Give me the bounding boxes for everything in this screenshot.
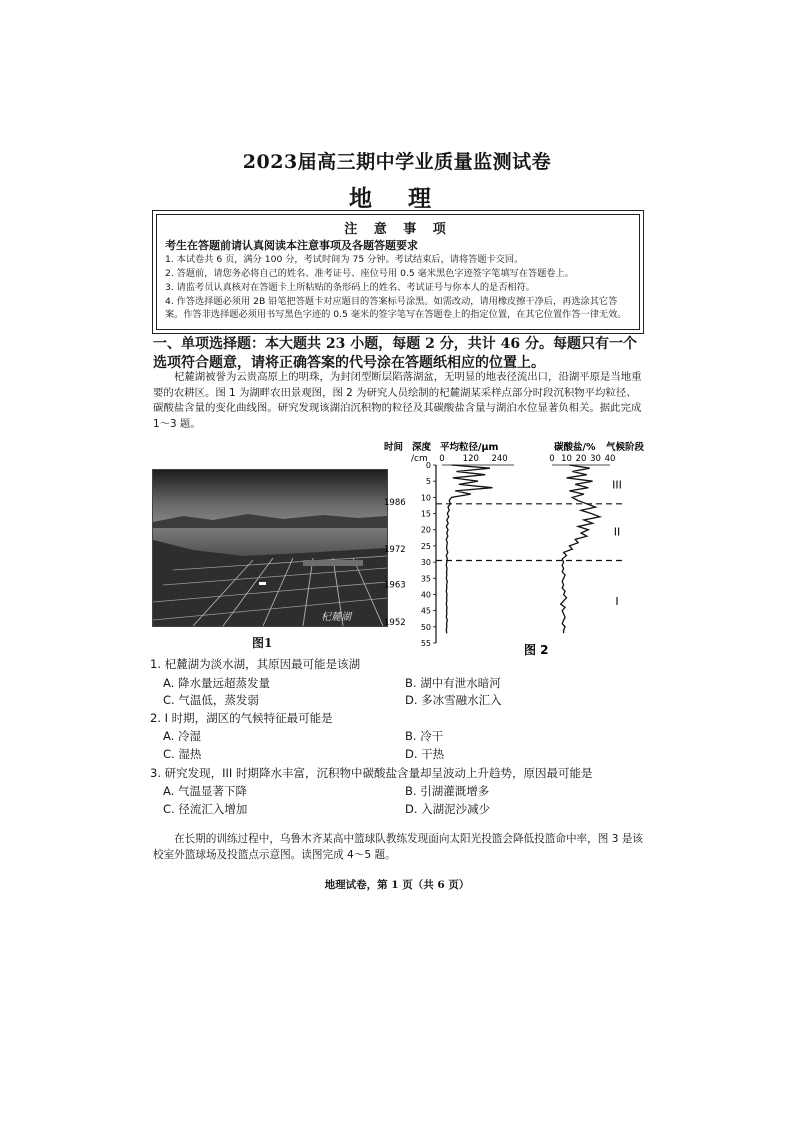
depth-tick-label: 50 [420,622,431,632]
depth-tick-label: 35 [420,574,431,584]
q2-option-b[interactable]: B. 冷干 [405,729,444,743]
notice-item: 2. 答题前，请您务必将自己的姓名、准考证号、座位号用 0.5 毫米黑色字迹签字笔填写在答题卷上。 [165,268,574,279]
year-label: 1963 [384,580,406,591]
grain-tick-label: 120 [462,454,479,464]
depth-tick-label: 0 [425,461,431,470]
passage-2: 在长期的训练过程中，乌鲁木齐某高中篮球队教练发现面向太阳光投篮会降低投篮命中率，图 3 是该校室外篮球场及投篮点示意图。读图完成 4～5 题。 [153,833,644,861]
year-label: 1986 [384,498,406,509]
notice-heading: 注 意 事 项 [344,222,452,237]
grain-tick-label: 240 [491,454,508,464]
sediment-chart [384,440,654,660]
carbonate-line [561,465,600,633]
grain-size-line [446,465,492,633]
header-grain: 平均粒径/μm [440,442,499,453]
carbonate-tick-label: 40 [604,454,616,464]
q2-option-d[interactable]: D. 干热 [405,747,445,761]
year-label: 1952 [384,617,406,628]
q2-option-c[interactable]: C. 湿热 [163,747,202,761]
header-stage: 气候阶段 [606,442,645,453]
figure-2-caption: 图 2 [524,643,549,657]
notice-box [152,210,644,334]
q1-option-b[interactable]: B. 湖中有泄水暗河 [405,676,501,690]
passage-1: 杞麓湖被誉为云贵高原上的明珠，为封闭型断层陷落湖盆，无明显的地表径流出口，沿湖平原是当地重要的农耕区。图 1 为湖畔农田景观图，图 2 为研究人员绘制的杞麓湖某采样点部分时段沉积物平均粒径、碳酸盐含量的变化曲线图。研究发现该湖泊沉积物的粒径及其碳酸盐含量与湖泊水位显著负相关。据此完成 1～3 题。 [153,371,642,430]
figure-1-caption: 图1 [252,636,273,650]
page-footer: 地理试卷，第 1 页（共 6 页） [324,879,470,891]
question-2-stem: 2. I 时期，湖区的气候特征最可能是 [150,711,333,725]
photo-drawing [153,470,387,626]
header-carbonate: 碳酸盐/% [554,442,596,453]
q2-option-a[interactable]: A. 冷湿 [163,729,201,743]
carbonate-tick-label: 10 [561,454,572,464]
depth-tick-label: 40 [420,590,431,600]
depth-tick-label: 30 [420,558,431,568]
grain-tick-label: 0 [439,454,445,464]
notice-inner-border [156,214,640,330]
subject-title: 地 理 [348,185,445,212]
header-depth: 深度 [412,442,432,453]
notice-item: 1. 本试卷共 6 页，满分 100 分，考试时间为 75 分钟。考试结束后，请将答题卡交回。 [165,254,524,265]
year-label: 1972 [384,545,406,556]
depth-tick-label: 20 [420,525,431,535]
q3-option-b[interactable]: B. 引湖灌溉增多 [405,784,490,798]
depth-tick-label: 15 [420,509,431,519]
depth-tick-label: 10 [420,493,431,503]
notice-item: 3. 请监考员认真核对在答题卡上所粘贴的条形码上的姓名、考试证号与你本人的是否相符。 [165,282,535,293]
q3-option-a[interactable]: A. 气温显著下降 [163,784,247,798]
stage-label: III [612,478,622,492]
chart-layer [384,454,624,648]
q1-option-a[interactable]: A. 降水量远超蒸发量 [163,676,270,690]
q1-option-d[interactable]: D. 多冰雪融水汇入 [405,693,502,707]
section-heading: 一、单项选择题：本大题共 23 小题，每题 2 分，共计 46 分。每题只有一个选项符合题意，请将正确答案的代号涂在答题纸相应的位置上。 [153,336,637,371]
question-1-stem: 1. 杞麓湖为淡水湖，其原因最可能是该湖 [150,657,361,671]
carbonate-tick-label: 0 [549,454,555,464]
depth-tick-label: 5 [425,477,431,487]
carbonate-tick-label: 30 [590,454,601,464]
carbonate-tick-label: 20 [575,454,587,464]
depth-unit: /cm [411,454,428,464]
lakeside-farmland-photo [152,469,388,627]
depth-tick-label: 25 [420,541,431,551]
q3-option-d[interactable]: D. 入湖泥沙减少 [405,802,491,816]
notice-item: 4. 作答选择题必须用 2B 铅笔把答题卡对应题目的答案标号涂黑。如需改动，请用橡皮擦干净后，再选涂其它答案。作答非选择题必须用书写黑色字迹的 0.5 毫米的签字笔写在答题卷上的指定位置，在其它位置作答一律无效。 [165,296,627,320]
stage-label: II [613,525,621,539]
notice-intro: 考生在答题前请认真阅读本注意事项及各题答题要求 [165,239,418,252]
stage-label: I [615,594,619,608]
question-3-stem: 3. 研究发现，III 时期降水丰富，沉积物中碳酸盐含量却呈波动上升趋势，原因最可能是 [150,766,593,780]
photo-watermark: 杞麓湖 [321,612,351,623]
q3-option-c[interactable]: C. 径流汇入增加 [163,802,248,816]
q1-option-c[interactable]: C. 气温低，蒸发弱 [163,693,259,707]
header-time: 时间 [384,442,404,453]
depth-tick-label: 45 [420,606,431,616]
exam-title: 2023届高三期中学业质量监测试卷 [242,151,552,173]
depth-tick-label: 55 [420,639,431,648]
